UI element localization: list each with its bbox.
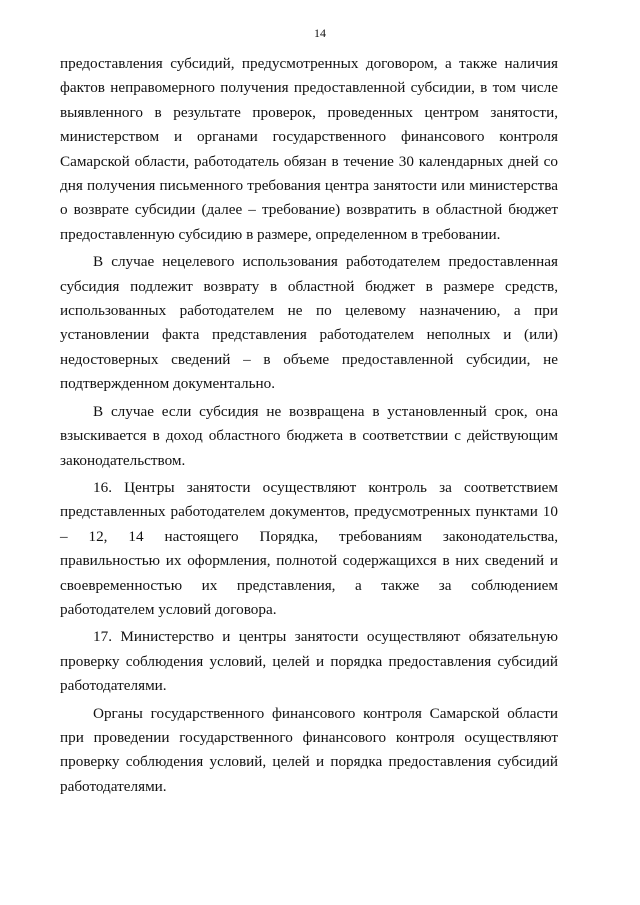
paragraph-item-16: 16. Центры занятости осуществляют контроль за соответствием представленных работодателем документов, предусмотренных пунктами 10 – 12, 14 настоящего Порядка, требованиям законодательства, правильностью их оформления, полнотой содержащихся в них сведений и своевременностью их представления, а также за соблюдением работодателем условий договора.	[60, 478, 558, 618]
paragraph-misuse-of-subsidy: В случае нецелевого использования работодателем предоставленная субсидия подлежит возврату в областной бюджет в размере средств, использованных работодателем не по целевому назначению, а при установлении факта представления работодателем неполных и (или) недостоверных сведений – в объеме предоставленной субсидии, не подтвержденном документально.	[60, 253, 558, 393]
document-body	[60, 52, 558, 799]
paragraph-recovery-of-subsidy: В случае если субсидия не возвращена в установленный срок, она взыскивается в доход областного бюджета в соответствии с действующим законодательством.	[60, 402, 558, 469]
paragraph-item-17: 17. Министерство и центры занятости осуществляют обязательную проверку соблюдения условий, целей и порядка предоставления субсидий работодателями.	[60, 628, 558, 695]
paragraph-financial-control: Органы государственного финансового контроля Самарской области при проведении государственного финансового контроля осуществляют проверку соблюдения условий, целей и порядка предоставления субсидий работодателями.	[60, 704, 558, 795]
page-number: 14	[314, 26, 326, 40]
paragraph-subsidy-return-continued: предоставления субсидий, предусмотренных договором, а также наличия фактов неправомерного получения предоставленной субсидии, в том числе выявленного в результате проверок, проведенных центром занятости, министерством и органами государственного финансового контроля Самарской области, работодатель обязан в течение 30 календарных дней со дня получения письменного требования центра занятости или министерства о возврате субсидии (далее – требование) возвратить в областной бюджет предоставленную субсидию в размере, определенном в требовании.	[60, 55, 558, 243]
